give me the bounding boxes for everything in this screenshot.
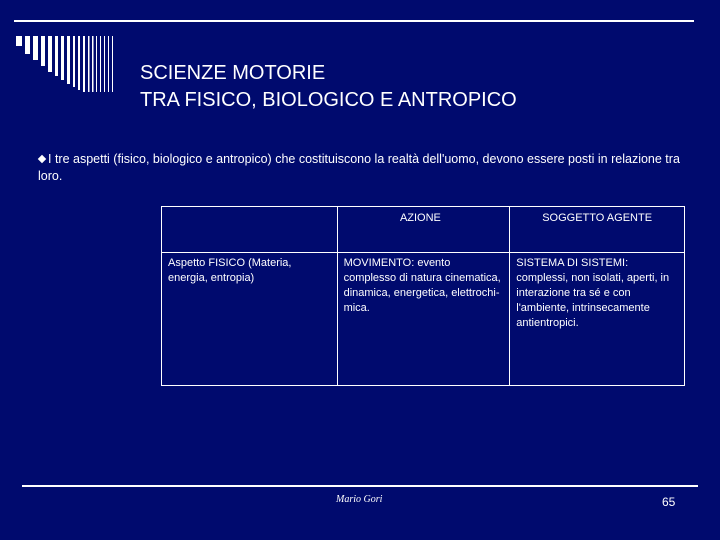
page-number: 65 [662, 495, 676, 509]
intro-text: I tre aspetti (fisico, biologico e antropico) che costituiscono la realtà dell'uomo, devono essere posti in relazione tra loro. [38, 152, 680, 183]
table-cell: MOVIMENTO: evento complesso di natura cinematica, dinamica, energetica, elettrochi-mica. [337, 253, 510, 386]
table-header-row [162, 207, 685, 253]
slide-title [140, 60, 517, 114]
table-row [162, 253, 685, 386]
table-header-cell: SOGGETTO AGENTE [510, 207, 685, 253]
title-line-1: SCIENZE MOTORIE [140, 62, 326, 84]
title-line-2: TRA FISICO, BIOLOGICO E ANTROPICO [140, 89, 517, 111]
comparison-table [161, 206, 685, 386]
footer-rule [22, 485, 698, 487]
table-cell: SISTEMA DI SISTEMI: complessi, non isolati, aperti, in interazione tra sé e con l'ambiente, intrinsecamente antientropici. [510, 253, 685, 386]
intro-paragraph [38, 151, 688, 185]
table-header-cell: AZIONE [337, 207, 510, 253]
table-cell: Aspetto FISICO (Materia, energia, entropia) [162, 253, 338, 386]
footer-author: Mario Gori [336, 494, 383, 505]
vertical-bars-decoration [16, 36, 126, 92]
table-header-cell [162, 207, 338, 253]
diamond-bullet-icon [38, 155, 46, 163]
top-rule [14, 20, 694, 22]
